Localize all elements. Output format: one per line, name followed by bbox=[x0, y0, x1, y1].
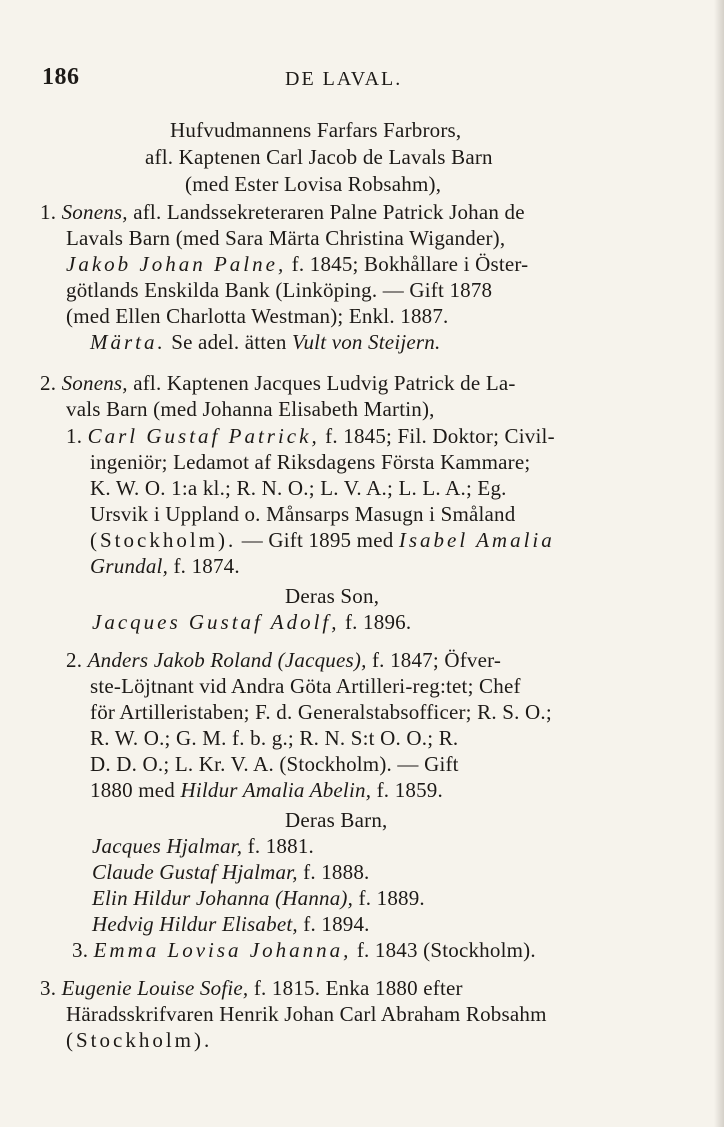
marta-line bbox=[90, 329, 440, 355]
grandson-born: f. 1896. bbox=[344, 610, 412, 634]
son1-number: 1. bbox=[40, 200, 57, 224]
son1-entry-header bbox=[40, 199, 525, 225]
child3-line bbox=[72, 937, 536, 963]
child1-marriage: — Gift 1895 med bbox=[241, 528, 394, 552]
child3-text: f. 1843 (Stockholm). bbox=[356, 938, 536, 962]
child2-spouse-name: Hildur Amalia Abelin, bbox=[180, 778, 372, 802]
son2-number: 2. bbox=[40, 371, 57, 395]
entry3-text-1: f. 1815. Enka 1880 efter bbox=[253, 976, 463, 1000]
intro-line-1: Hufvudmannens Farfars Farbrors, bbox=[170, 118, 462, 142]
grandchild-line bbox=[92, 833, 314, 859]
running-title: DE LAVAL. bbox=[285, 68, 403, 90]
son1-text-5: (med Ellen Charlotta Westman); Enkl. 1887. bbox=[66, 304, 449, 328]
son2-entry-header bbox=[40, 370, 516, 396]
child2-text-5: D. D. O.; L. Kr. V. A. (Stockholm). — Gift bbox=[90, 752, 459, 776]
grandchild-born: f. 1889. bbox=[358, 886, 425, 910]
grandchild-born: f. 1888. bbox=[303, 860, 370, 884]
child2-text-4: R. W. O.; G. M. f. b. g.; R. N. S:t O. O.; R. bbox=[90, 726, 459, 750]
child1-text-2: ingeniör; Ledamot af Riksdagens Första Kammare; bbox=[90, 450, 531, 474]
grandchild-line bbox=[92, 885, 425, 911]
child1-spouse-name: Isabel Amalia bbox=[398, 528, 555, 552]
grandchild-name: Jacques Hjalmar, bbox=[92, 834, 243, 858]
son2-label: Sonens, bbox=[61, 371, 128, 395]
child1-spouse-line bbox=[90, 553, 240, 579]
entry3-person-name: Eugenie Louise Sofie, bbox=[61, 976, 249, 1000]
page-edge-shadow bbox=[714, 0, 724, 1127]
child2-text-2: ste-Löjtnant vid Andra Göta Artilleri-reg:tet; Chef bbox=[90, 674, 521, 698]
intro-line-3: (med Ester Lovisa Robsahm), bbox=[185, 172, 442, 196]
son2-text-1: afl. Kaptenen Jacques Ludvig Patrick de La- bbox=[133, 371, 516, 395]
child1-text-4: Ursvik i Uppland o. Månsarps Masugn i Småland bbox=[90, 502, 516, 526]
child3-person-name: Emma Lovisa Johanna, bbox=[93, 938, 352, 962]
child1-text-1: f. 1845; Fil. Doktor; Civil- bbox=[325, 424, 555, 448]
child2-header bbox=[66, 647, 501, 673]
son1-text-2: Lavals Barn (med Sara Märta Christina Wigander), bbox=[66, 226, 506, 250]
entry3-text-3: (Stockholm). bbox=[66, 1028, 213, 1052]
entry3-header bbox=[40, 975, 463, 1001]
grandson-name: Jacques Gustaf Adolf, bbox=[92, 610, 340, 634]
marta-reference: Vult von Steijern. bbox=[292, 330, 441, 354]
child1-header bbox=[66, 423, 555, 449]
grandchild-born: f. 1894. bbox=[303, 912, 370, 936]
child2-spouse-born: f. 1859. bbox=[376, 778, 443, 802]
grandchild-name: Claude Gustaf Hjalmar, bbox=[92, 860, 298, 884]
marta-text: Se adel. ätten bbox=[171, 330, 287, 354]
page-number: 186 bbox=[42, 64, 80, 90]
son2-text-2: vals Barn (med Johanna Elisabeth Martin), bbox=[66, 397, 435, 421]
son1-label: Sonens, bbox=[61, 200, 128, 224]
grandchild-line bbox=[92, 911, 370, 937]
son1-name-line bbox=[66, 251, 528, 277]
child2-number: 2. bbox=[66, 648, 83, 672]
grandchild-line bbox=[92, 859, 369, 885]
son1-text-4: götlands Enskilda Bank (Linköping. — Gift 1878 bbox=[66, 278, 493, 302]
child1-text-3: K. W. O. 1:a kl.; R. N. O.; L. V. A.; L. L. A.; Eg. bbox=[90, 476, 507, 500]
son1-text-1: afl. Landssekreteraren Palne Patrick Johan de bbox=[133, 200, 525, 224]
child1-place: (Stockholm). bbox=[90, 528, 237, 552]
child2-text-1: f. 1847; Öfver- bbox=[371, 648, 502, 672]
child1-number: 1. bbox=[66, 424, 83, 448]
child2-person-name: Anders Jakob Roland (Jacques), bbox=[87, 648, 367, 672]
child1-person-name: Carl Gustaf Patrick, bbox=[87, 424, 320, 448]
marta-name: Märta. bbox=[90, 330, 166, 354]
grandson-line bbox=[92, 609, 411, 635]
grandchild-name: Hedvig Hildur Elisabet, bbox=[92, 912, 298, 936]
child2-children-heading: Deras Barn, bbox=[285, 808, 388, 832]
entry3-text-2: Häradsskrifvaren Henrik Johan Carl Abraham Robsahm bbox=[66, 1002, 547, 1026]
grandchild-born: f. 1881. bbox=[247, 834, 314, 858]
child3-number: 3. bbox=[72, 938, 89, 962]
child2-marriage: 1880 med bbox=[90, 778, 176, 802]
grandchild-name: Elin Hildur Johanna (Hanna), bbox=[92, 886, 354, 910]
child1-marriage-line bbox=[90, 527, 555, 553]
son1-person-name: Jakob Johan Palne, bbox=[66, 252, 287, 276]
child1-spouse-born: f. 1874. bbox=[173, 554, 240, 578]
intro-line-2: afl. Kaptenen Carl Jacob de Lavals Barn bbox=[145, 145, 493, 169]
child1-spouse-surname: Grundal, bbox=[90, 554, 169, 578]
child2-text-3: för Artilleristaben; F. d. Generalstabsofficer; R. S. O.; bbox=[90, 700, 552, 724]
son1-text-3: f. 1845; Bokhållare i Öster- bbox=[291, 252, 529, 276]
entry3-number: 3. bbox=[40, 976, 57, 1000]
child1-son-heading: Deras Son, bbox=[285, 584, 380, 608]
child2-marriage-line bbox=[90, 777, 443, 803]
